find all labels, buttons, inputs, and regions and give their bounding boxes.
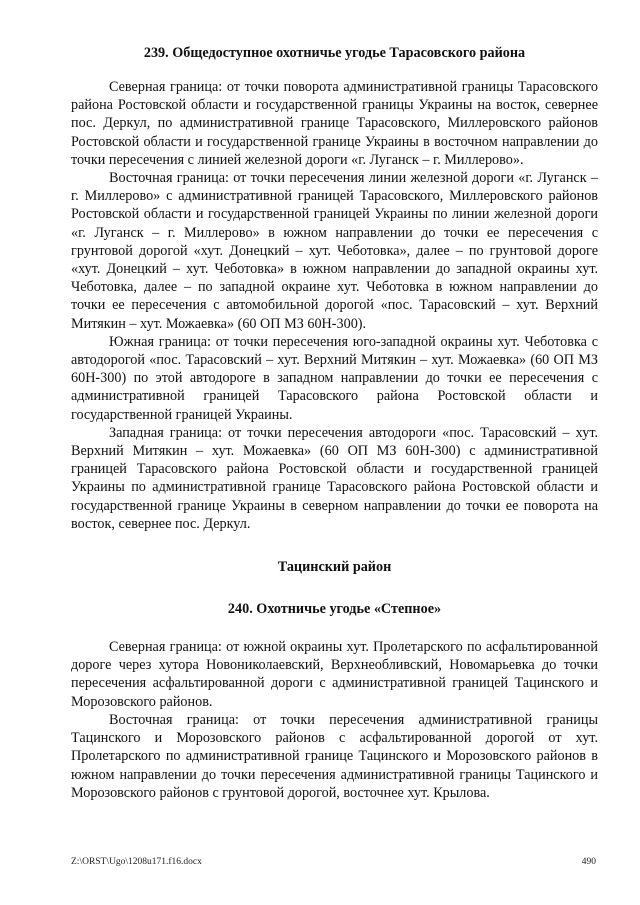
- paragraph-west-border-239: Западная граница: от точки пересечения автодороги «пос. Тарасовский – хут. Верхний Митякин – хут. Можаевка» (60 ОП МЗ 60Н-300) с административной границей Тарасовского района Ростовской области и государственной границей Украины по административной границе Тарасовского района Ростовской области и государственной границе Украины в северном направлении до точки ее поворота на восток, севернее пос. Деркул.: [71, 424, 598, 532]
- paragraph-south-border-239: Южная граница: от точки пересечения юго-западной окраины хут. Чеботовка с автодорогой «пос. Тарасовский – хут. Верхний Митякин – хут. Можаевка» (60 ОП МЗ 60Н-300) по этой автодороге в западном направлении до точки ее пересечения с административной границей Тарасовского района Ростовской области и государственной границей Украины.: [71, 333, 598, 423]
- paragraph-north-border-240: Северная граница: от южной окраины хут. Пролетарского по асфальтированной дороге через хутора Новониколаевский, Верхнеобливский, Новомарьевка до точки пересечения асфальтированной дороги с административной границей Тацинского и Морозовского районов.: [71, 639, 598, 710]
- footer-file-path: Z:\ORST\Ugo\1208u171.f16.docx: [71, 857, 202, 867]
- district-title: Тацинский район: [277, 559, 392, 576]
- section-title-240: 240. Охотничье угодье «Степное»: [227, 601, 442, 618]
- paragraph-east-border-240: Восточная граница: от точки пересечения административной границы Тацинского и Морозовского районов с асфальтированной дорогой от хут. Пролетарского по административной границе Тацинского и Морозовского районов в южном направлении до точки пересечения административной границы Тацинского и Морозовского районов с грунтовой дорогой, восточнее хут. Крылова.: [71, 711, 598, 801]
- paragraph-east-border-239: Восточная граница: от точки пересечения линии железной дороги «г. Луганск – г. Миллерово» с административной границей Тарасовского, Миллеровского районов Ростовской области и государственной границей Украины по линии железной дороги «г. Луганск – г. Миллерово» в южном направлении до точки ее пересечения с грунтовой дорогой «хут. Донецкий – хут. Чеботовка», далее – по грунтовой дороге «хут. Донецкий – хут. Чеботовка» в южном направлении до западной окраины хут. Чеботовка, далее – по западной окраине хут. Чеботовка в южном направлении до точки ее пересечения с автомобильной дорогой «пос. Тарасовский – хут. Верхний Митякин – хут. Можаевка» (60 ОП МЗ 60Н-300).: [71, 170, 598, 332]
- paragraph-north-border-239: Северная граница: от точки поворота административной границы Тарасовского района Ростовской области и государственной границы Украины на восток, севернее пос. Деркул, по административной границе Тарасовского, Миллеровского районов Ростовской области и государственной границе Украины в восточном направлении до точки пересечения с линией железной дороги «г. Луганск – г. Миллерово».: [71, 79, 598, 168]
- section-title-239: 239. Общедоступное охотничье угодье Тарасовского района: [143, 45, 526, 61]
- page-content: [71, 44, 598, 802]
- footer-page-number: 490: [581, 857, 596, 867]
